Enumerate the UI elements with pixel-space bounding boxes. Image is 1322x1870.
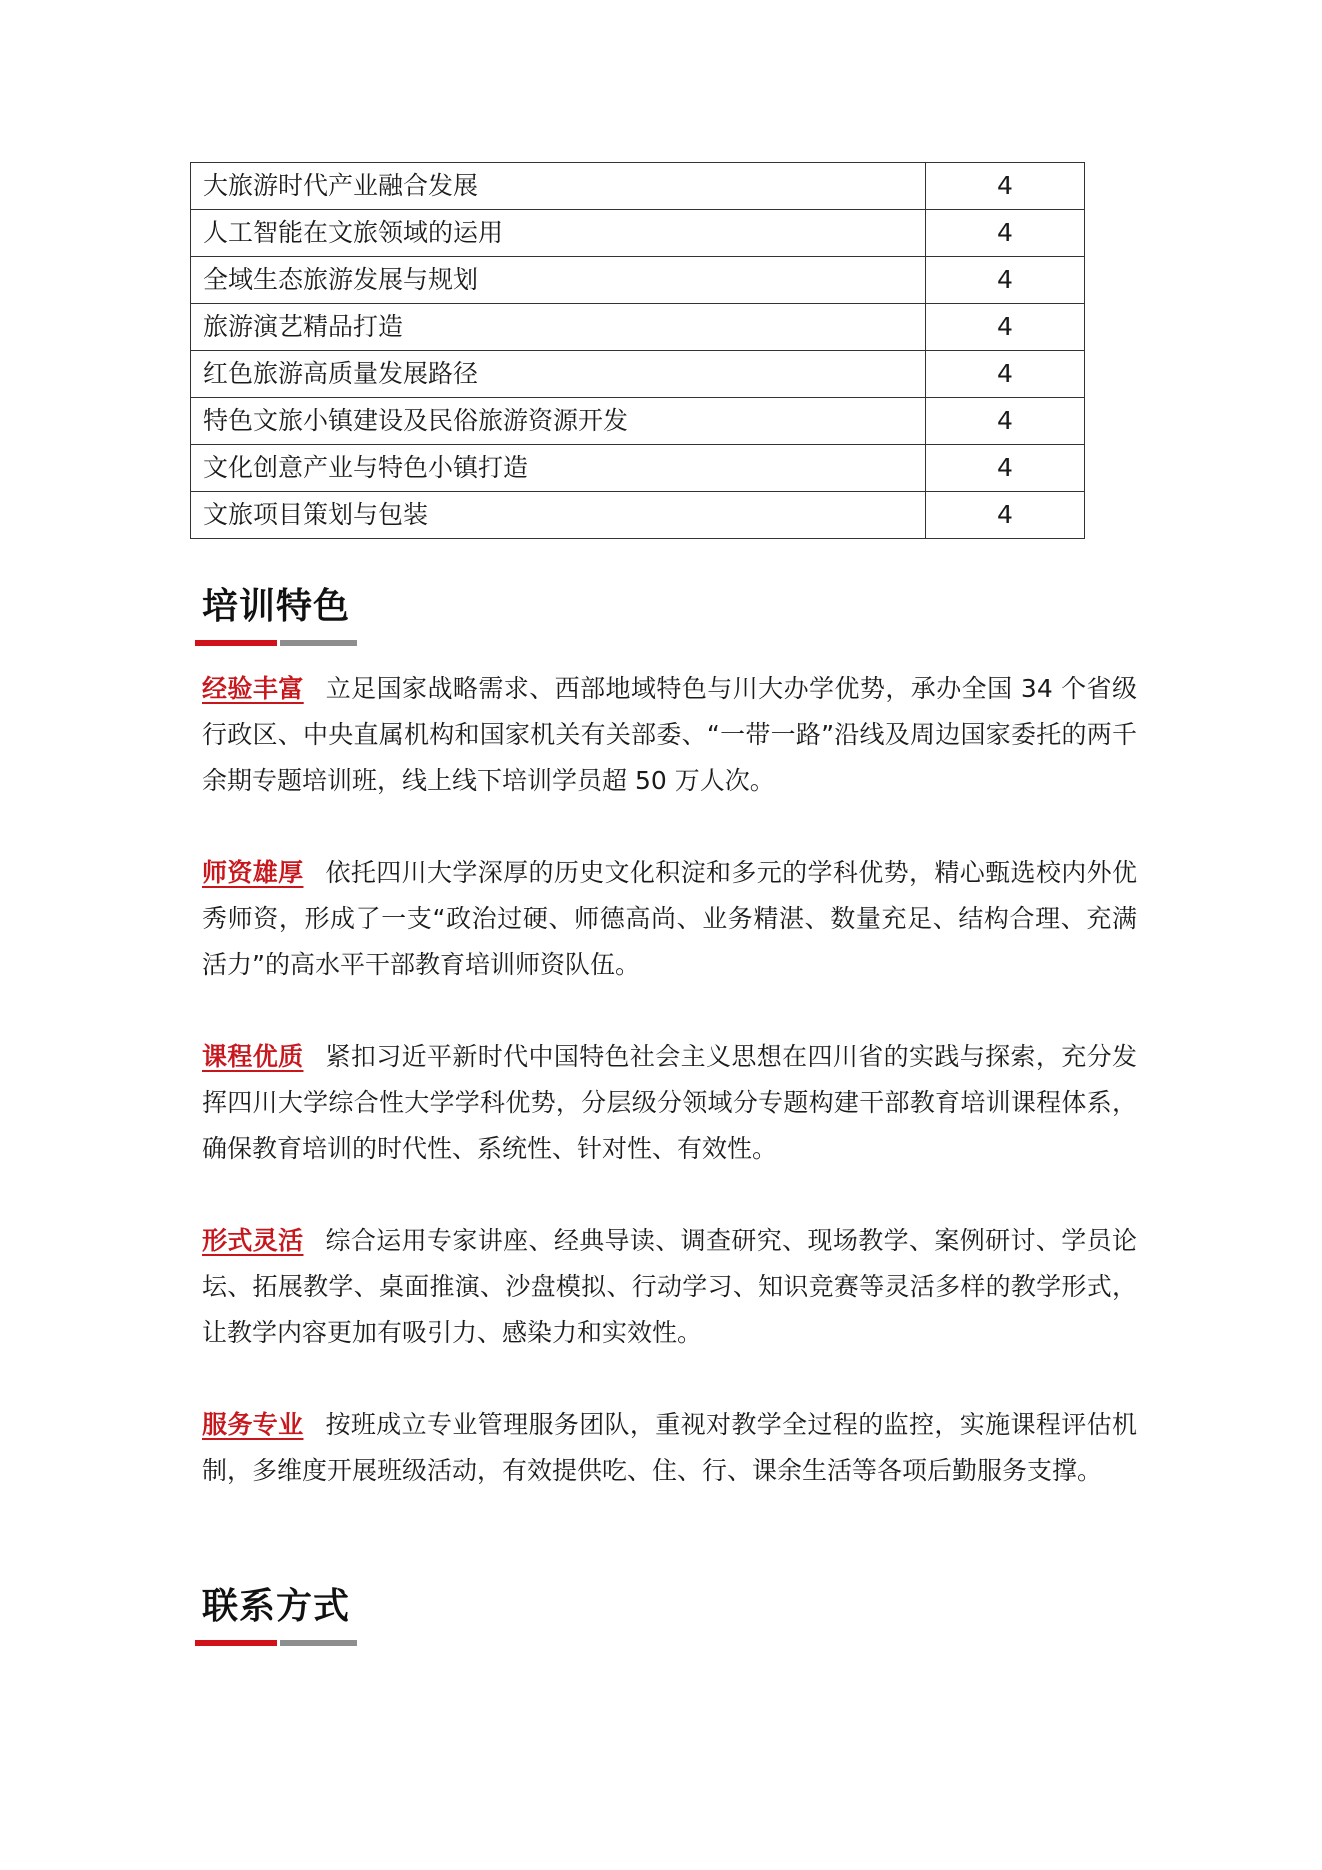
course-name: 旅游演艺精品打造 [191,304,926,351]
course-hours: 4 [926,304,1085,351]
feature-label: 服务专业 [202,1410,304,1439]
table-row [191,351,1085,398]
course-name: 全域生态旅游发展与规划 [191,257,926,304]
table-row [191,163,1085,210]
heading-underline [195,640,357,646]
features-section-title: 培训特色 [202,586,351,627]
feature-label: 师资雄厚 [202,858,304,887]
course-name: 红色旅游高质量发展路径 [191,351,926,398]
heading-underline [195,1640,357,1646]
feature-text: 依托四川大学深厚的历史文化积淀和多元的学科优势，精心甄选校内外优秀师资，形成了一支“政治过硬、师德高尚、业务精湛、数量充足、结构合理、充满活力”的高水平干部教育培训师资队伍。 [202,858,1137,979]
course-name: 文化创意产业与特色小镇打造 [191,445,926,492]
course-hours: 4 [926,492,1085,539]
course-name: 大旅游时代产业融合发展 [191,163,926,210]
course-name: 人工智能在文旅领域的运用 [191,210,926,257]
course-hours: 4 [926,257,1085,304]
table-row [191,492,1085,539]
table-row [191,210,1085,257]
feature-item [202,1402,1137,1494]
feature-label: 经验丰富 [202,674,304,703]
table-row [191,445,1085,492]
course-hours: 4 [926,445,1085,492]
course-name: 特色文旅小镇建设及民俗旅游资源开发 [191,398,926,445]
course-hours: 4 [926,210,1085,257]
table-row [191,304,1085,351]
feature-label: 形式灵活 [202,1226,304,1255]
feature-item [202,1218,1137,1356]
course-table [190,162,1085,539]
feature-text: 综合运用专家讲座、经典导读、调查研究、现场教学、案例研讨、学员论坛、拓展教学、桌面推演、沙盘模拟、行动学习、知识竞赛等灵活多样的教学形式，让教学内容更加有吸引力、感染力和实效性。 [202,1226,1137,1347]
course-hours: 4 [926,351,1085,398]
feature-item [202,1034,1137,1172]
feature-text: 紧扣习近平新时代中国特色社会主义思想在四川省的实践与探索，充分发挥四川大学综合性大学学科优势，分层级分领域分专题构建干部教育培训课程体系，确保教育培训的时代性、系统性、针对性、有效性。 [202,1042,1137,1163]
table-row [191,257,1085,304]
table-row [191,398,1085,445]
course-hours: 4 [926,163,1085,210]
feature-text: 按班成立专业管理服务团队，重视对教学全过程的监控，实施课程评估机制，多维度开展班级活动，有效提供吃、住、行、课余生活等各项后勤服务支撑。 [202,1410,1137,1485]
feature-item [202,850,1137,988]
feature-item [202,666,1137,804]
feature-text: 立足国家战略需求、西部地域特色与川大办学优势，承办全国 34 个省级行政区、中央直属机构和国家机关有关部委、“一带一路”沿线及周边国家委托的两千余期专题培训班，线上线下培训学员超 50 万人次。 [202,674,1137,795]
course-name: 文旅项目策划与包装 [191,492,926,539]
course-hours: 4 [926,398,1085,445]
contact-section-title: 联系方式 [202,1586,351,1627]
feature-label: 课程优质 [202,1042,304,1071]
